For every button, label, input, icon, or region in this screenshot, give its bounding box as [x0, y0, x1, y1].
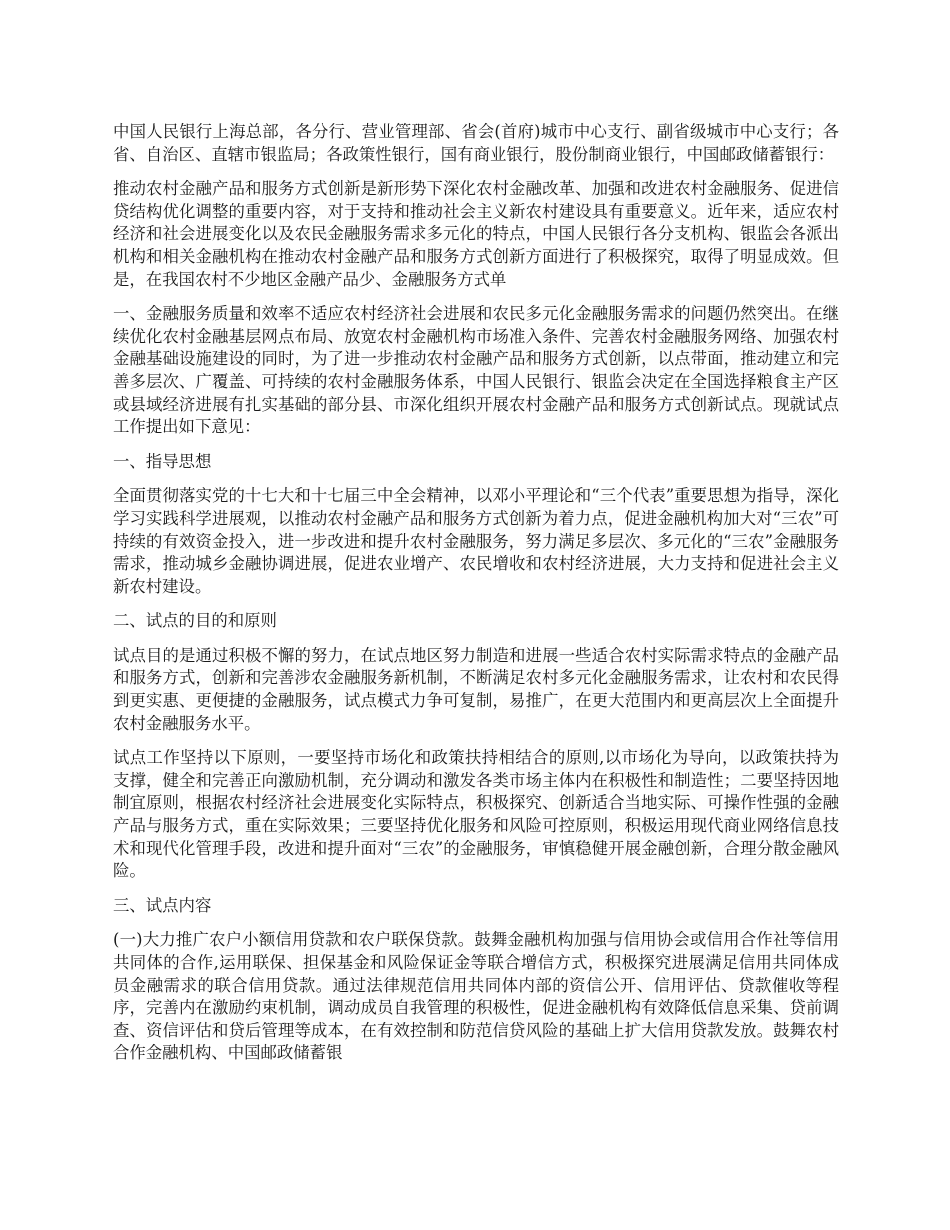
principles-paragraph: 试点工作坚持以下原则，一要坚持市场化和政策扶持相结合的原则,以市场化为导向，以政策扶持为支撑，健全和完善正向激励机制，充分调动和激发各类市场主体内在积极性和制造性；二要坚持因地制宜原则，根据农村经济社会进展变化实际特点，积极探究、创新适合当地实际、可操作性强的金融产品与服务方式，重在实际效果；三要坚持优化服务和风险可控原则，积极运用现代商业网络信息技术和现代化管理手段，改进和提升面对“三农”的金融服务，审慎稳健开展金融创新，合理分散金融风险。 — [113, 748, 839, 881]
section-heading-guiding-thought: 一、指导思想 — [113, 451, 212, 471]
addressee-paragraph: 中国人民银行上海总部，各分行、营业管理部、省会(首府)城市中心支行、副省级城市中心支行；各省、自治区、直辖市银监局；各政策性银行，国有商业银行，股份制商业银行，中国邮政储蓄银行： — [113, 122, 839, 164]
content-item-1-paragraph: (一)大力推广农户小额信用贷款和农户联保贷款。鼓舞金融机构加强与信用协会或信用合作社等信用共同体的合作,运用联保、担保基金和风险保证金等联合增信方式，积极探究进展满足信用共同体成员金融需求的联合信用贷款。通过法律规范信用共同体内部的资信公开、信用评估、贷款催收等程序，完善内在激励约束机制，调动成员自我管理的积极性，促进金融机构有效降低信息采集、贷前调查、资信评估和贷后管理等成本，在有效控制和防范信贷风险的基础上扩大信用贷款发放。鼓舞农村合作金融机构、中国邮政储蓄银 — [113, 930, 839, 1063]
section-heading-content: 三、试点内容 — [113, 895, 212, 915]
intro-paragraph: 推动农村金融产品和服务方式创新是新形势下深化农村金融改革、加强和改进农村金融服务、促进信贷结构优化调整的重要内容，对于支持和推动社会主义新农村建设具有重要意义。近年来，适应农村经济和社会进展变化以及农民金融服务需求多元化的特点，中国人民银行各分支机构、银监会各派出机构和相关金融机构在推动农村金融产品和服务方式创新方面进行了积极探究，取得了明显成效。但是，在我国农村不少地区金融产品少、金融服务方式单 — [113, 179, 839, 289]
background-paragraph: 一、金融服务质量和效率不适应农村经济社会进展和农民多元化金融服务需求的问题仍然突出。在继续优化农村金融基层网点布局、放宽农村金融机构市场准入条件、完善农村金融服务网络、加强农村金融基础设施建设的同时，为了进一步推动农村金融产品和服务方式创新，以点带面，推动建立和完善多层次、广覆盖、可持续的农村金融服务体系，中国人民银行、银监会决定在全国选择粮食主产区或县域经济进展有扎实基础的部分县、市深化组织开展农村金融产品和服务方式创新试点。现就试点工作提出如下意见： — [113, 304, 839, 437]
document-body — [113, 121, 839, 1077]
section-heading-purpose-principles: 二、试点的目的和原则 — [113, 611, 277, 631]
purpose-paragraph: 试点目的是通过积极不懈的努力，在试点地区努力制造和进展一些适合农村实际需求特点的金融产品和服务方式，创新和完善涉农金融服务新机制，不断满足农村多元化金融服务需求，让农村和农民得到更实惠、更便捷的金融服务，试点模式力争可复制，易推广，在更大范围内和更高层次上全面提升农村金融服务水平。 — [113, 645, 839, 733]
guiding-thought-paragraph: 全面贯彻落实党的十七大和十七届三中全会精神，以邓小平理论和“三个代表”重要思想为指导，深化学习实践科学进展观，以推动农村金融产品和服务方式创新为着力点，促进金融机构加大对“三农”可持续的有效资金投入，进一步改进和提升农村金融服务，努力满足多层次、多元化的“三农”金融服务需求，推动城乡金融协调进展，促进农业增产、农民增收和农村经济进展，大力支持和促进社会主义新农村建设。 — [113, 486, 839, 596]
